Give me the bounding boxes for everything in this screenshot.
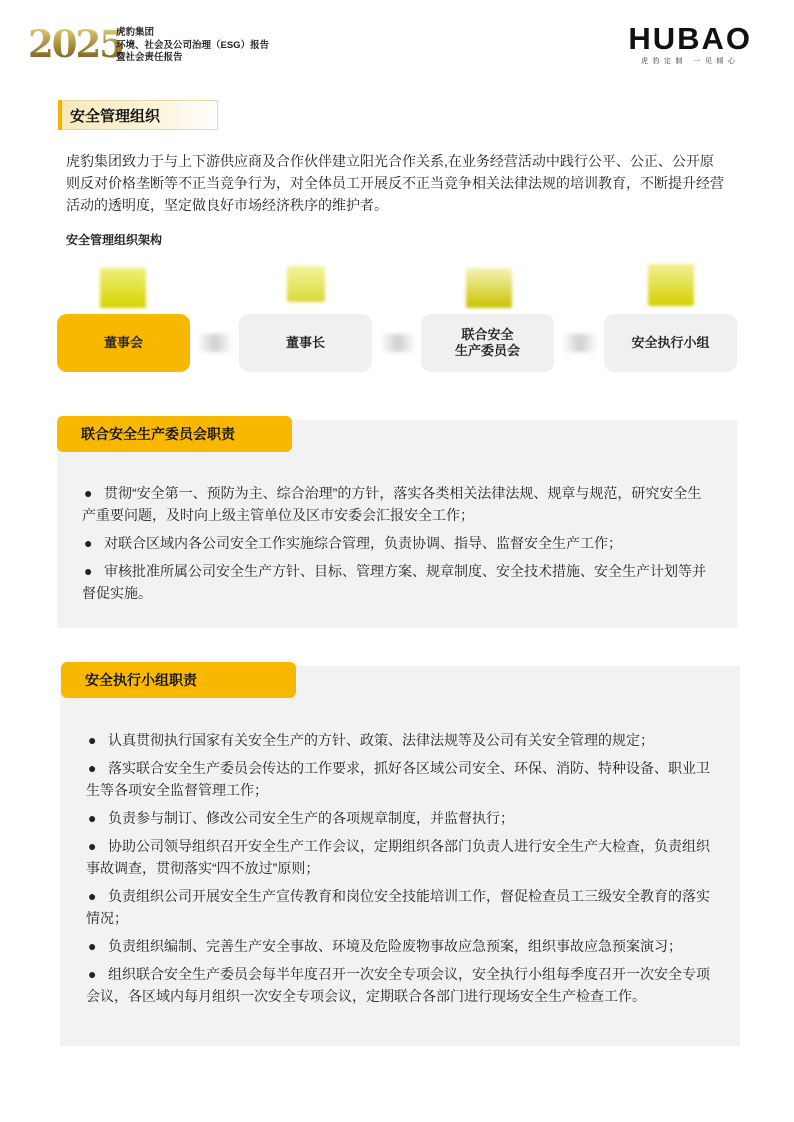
bullet-icon: ● — [88, 938, 97, 954]
org-node-committee: 联合安全 生产委员会 — [421, 314, 554, 372]
bullet-icon: ● — [84, 485, 93, 501]
list-item — [82, 560, 714, 604]
list-item-text: 负责参与制订、修改公司安全生产的各项规章制度，并监督执行； — [108, 810, 514, 826]
section-heading-accent — [58, 100, 62, 130]
list-item — [82, 482, 714, 526]
execution-group-panel-title: 安全执行小组职责 — [61, 662, 296, 698]
list-item — [86, 963, 714, 1007]
bullet-icon: ● — [84, 535, 93, 551]
list-item-text: 负责组织编制、完善生产安全事故、环境及危险废物事故应急预案，组织事故应急预案演习； — [108, 938, 682, 954]
report-year: 2025 — [28, 22, 123, 66]
brand-slogan: 虎豹定制 一见倾心 — [640, 58, 740, 65]
bullet-icon: ● — [88, 732, 97, 748]
chairman-icon — [287, 266, 325, 302]
brand-logo — [628, 21, 752, 66]
list-item — [82, 532, 714, 554]
bullet-icon: ● — [84, 563, 93, 579]
list-item-text: 落实联合安全生产委员会传达的工作要求，抓好各区域公司安全、环保、消防、特种设备、职业卫生等各项安全监督管理工作； — [86, 760, 710, 798]
section-heading — [58, 100, 218, 130]
list-item-text: 协助公司领导组织召开安全生产工作会议，定期组织各部门负责人进行安全生产大检查，负责组织事故调查，贯彻落实“四不放过”原则； — [86, 838, 710, 876]
report-title — [116, 27, 269, 65]
report-title-line: 暨社会责任报告 — [116, 52, 183, 63]
list-item — [86, 807, 714, 829]
bullet-icon: ● — [88, 966, 97, 982]
org-node-execution-group: 安全执行小组 — [604, 314, 737, 372]
list-item-text: 对联合区域内各公司安全工作实施综合管理，负责协调、指导、监督安全生产工作； — [104, 535, 622, 551]
org-connector — [380, 334, 416, 352]
list-item — [86, 935, 714, 957]
list-item-text: 认真贯彻执行国家有关安全生产的方针、政策、法律法规等及公司有关安全管理的规定； — [108, 732, 654, 748]
bullet-icon: ● — [88, 760, 97, 776]
committee-panel-title: 联合安全生产委员会职责 — [57, 416, 292, 452]
list-item-text: 审核批准所属公司安全生产方针、目标、管理方案、规章制度、安全技术措施、安全生产计划等并督促实施。 — [82, 563, 706, 601]
report-title-line: 环境、社会及公司治理（ESG）报告 — [116, 39, 270, 51]
org-connector — [197, 334, 233, 352]
list-item-text: 负责组织公司开展安全生产宣传教育和岗位安全技能培训工作，督促检查员工三级安全教育的落实情况； — [86, 888, 710, 926]
list-item — [86, 835, 714, 879]
org-node-chairman: 董事长 — [239, 314, 372, 372]
board-icon — [100, 268, 146, 308]
list-item — [86, 885, 714, 929]
intro-paragraph: 虎豹集团致力于与上下游供应商及合作伙伴建立阳光合作关系,在业务经营活动中践行公平、公正、公开原则反对价格垄断等不正当竞争行为，对全体员工开展反不正当竞争相关法律法规的培训教育，不断提升经营活动的透明度，坚定做良好市场经济秩序的维护者。 — [66, 153, 724, 213]
committee-icon — [466, 268, 512, 308]
list-item-text: 贯彻“安全第一、预防为主、综合治理”的方针，落实各类相关法律法规、规章与规范，研究安全生产重要问题，及时向上级主管单位及区市安委会汇报安全工作； — [82, 485, 702, 523]
execution-group-duties-list — [86, 729, 714, 1013]
bullet-icon: ● — [88, 888, 97, 904]
bullet-icon: ● — [88, 838, 97, 854]
org-chart-title: 安全管理组织架构 — [66, 233, 163, 247]
org-node-board: 董事会 — [57, 314, 190, 372]
list-item — [86, 757, 714, 801]
execution-group-icon — [648, 264, 694, 306]
brand-name: HUBAO — [628, 21, 752, 56]
bullet-icon: ● — [88, 810, 97, 826]
list-item — [86, 729, 714, 751]
list-item-text: 组织联合安全生产委员会每半年度召开一次安全专项会议，安全执行小组每季度召开一次安全专项会议，各区域内每月组织一次安全专项会议，定期联合各部门进行现场安全生产检查工作。 — [86, 966, 710, 1004]
org-connector — [562, 334, 598, 352]
committee-duties-list — [82, 482, 714, 610]
section-title: 安全管理组织 — [70, 108, 161, 125]
report-title-line: 虎豹集团 — [116, 27, 155, 38]
